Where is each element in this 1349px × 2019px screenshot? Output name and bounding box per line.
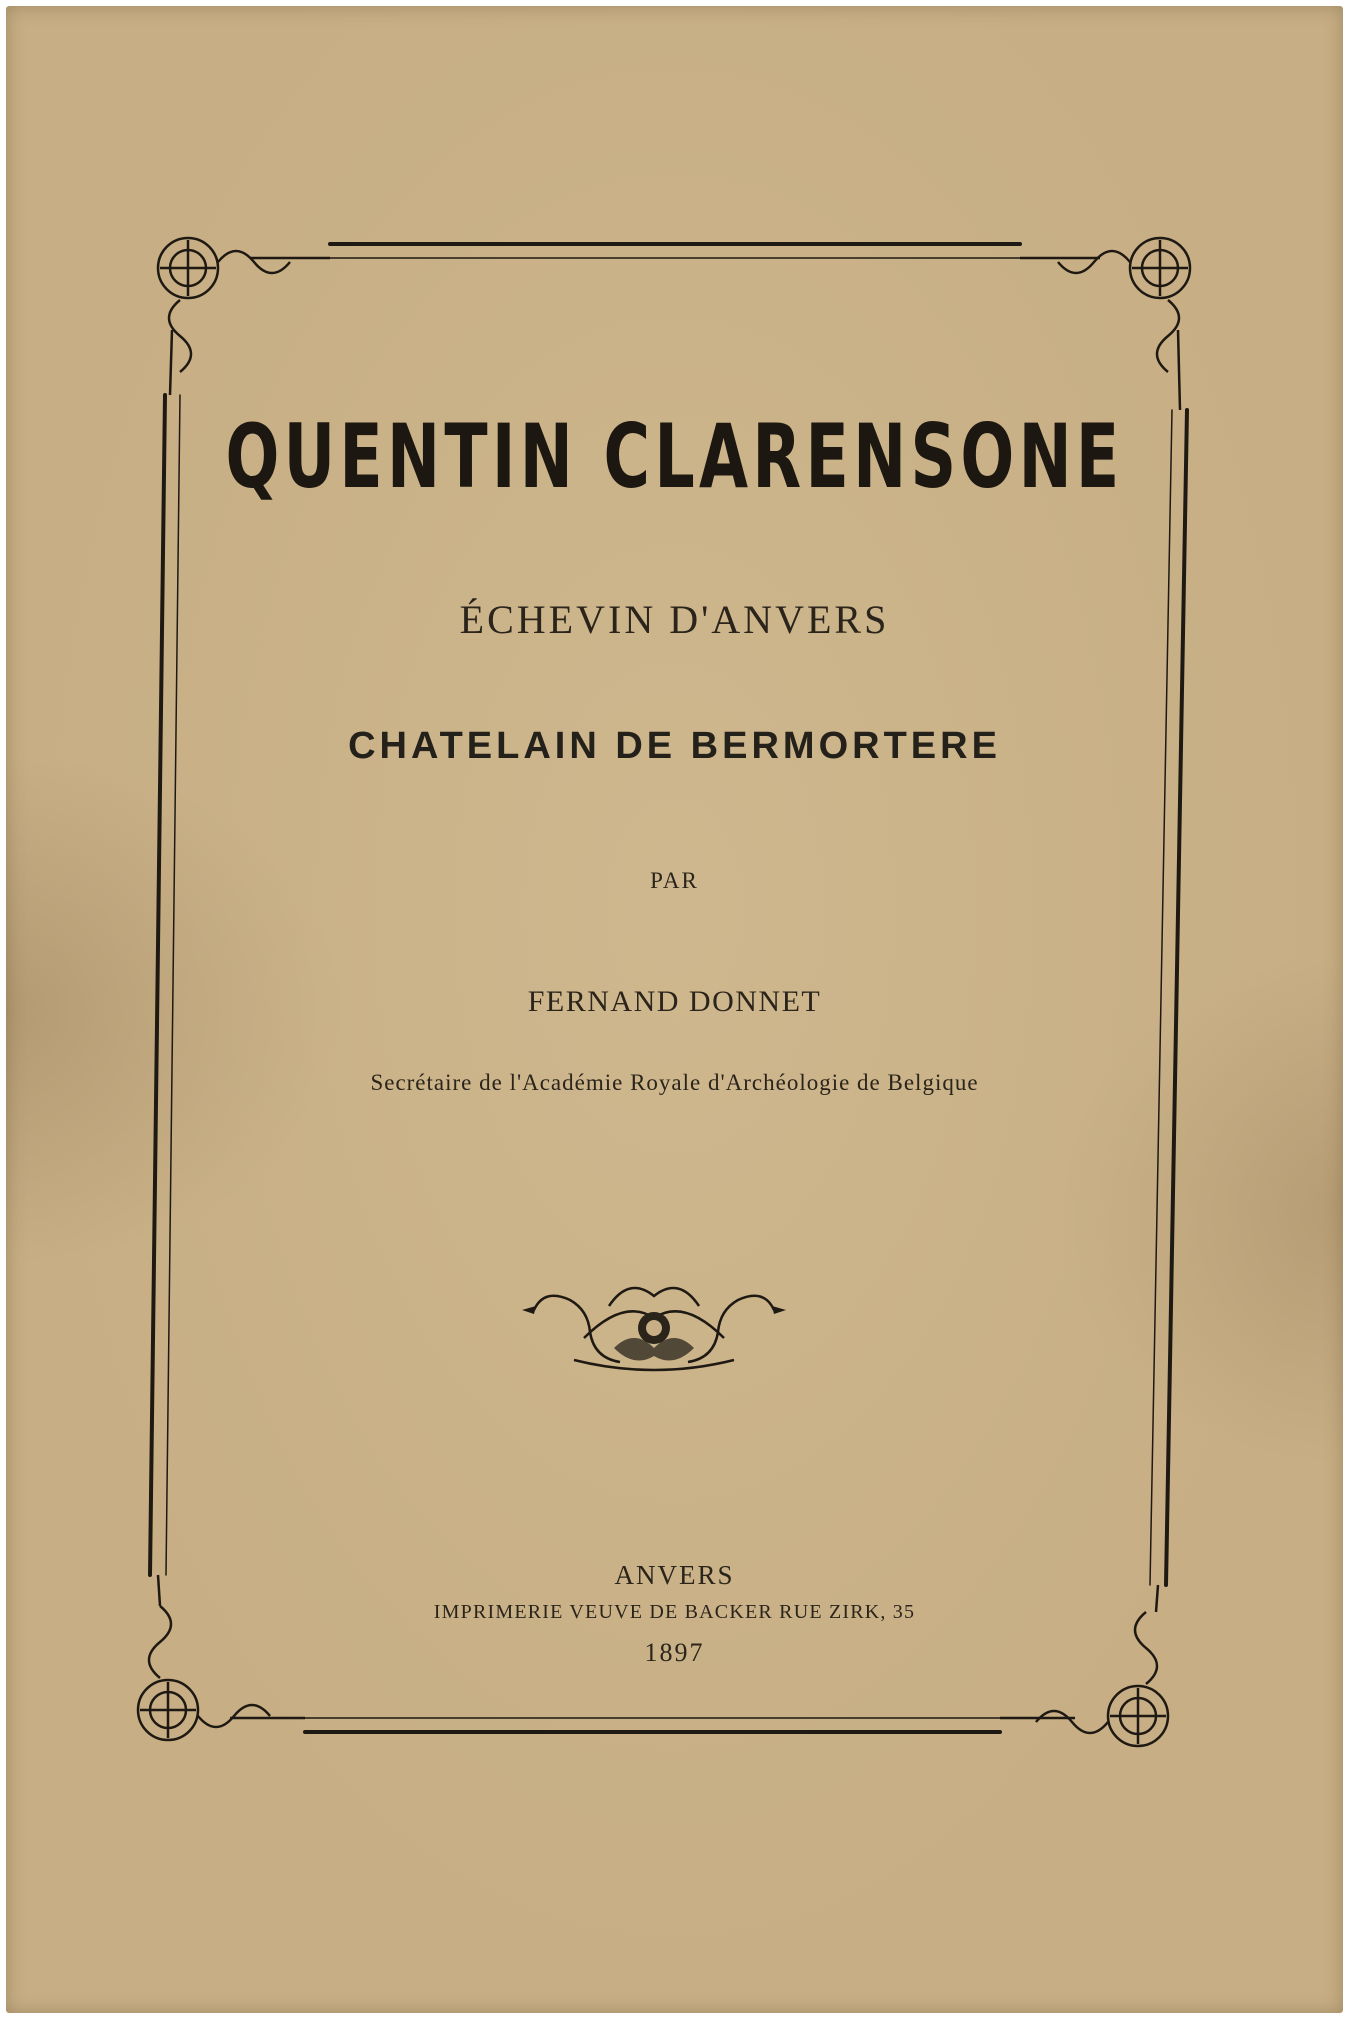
author-name: FERNAND DONNET [527,985,822,1018]
publication-city: ANVERS [614,1560,735,1590]
swan-vignette-icon [514,1268,794,1378]
book-title: QUENTIN CLARENSONE [225,405,1124,508]
corner-ornament-top-left [158,238,330,395]
author-role: Secrétaire de l'Académie Royale d'Archéologie de Belgique [370,1070,979,1095]
corner-ornament-top-right [1020,238,1190,410]
subtitle-echevin: ÉCHEVIN D'ANVERS [459,597,890,642]
subtitle-chatelain: CHATELAIN DE BERMORTERE [348,725,1001,767]
publication-year: 1897 [644,1638,705,1667]
by-label: PAR [650,868,699,893]
printer-imprint: IMPRIMERIE VEUVE DE BACKER RUE ZIRK, 35 [433,1601,916,1623]
